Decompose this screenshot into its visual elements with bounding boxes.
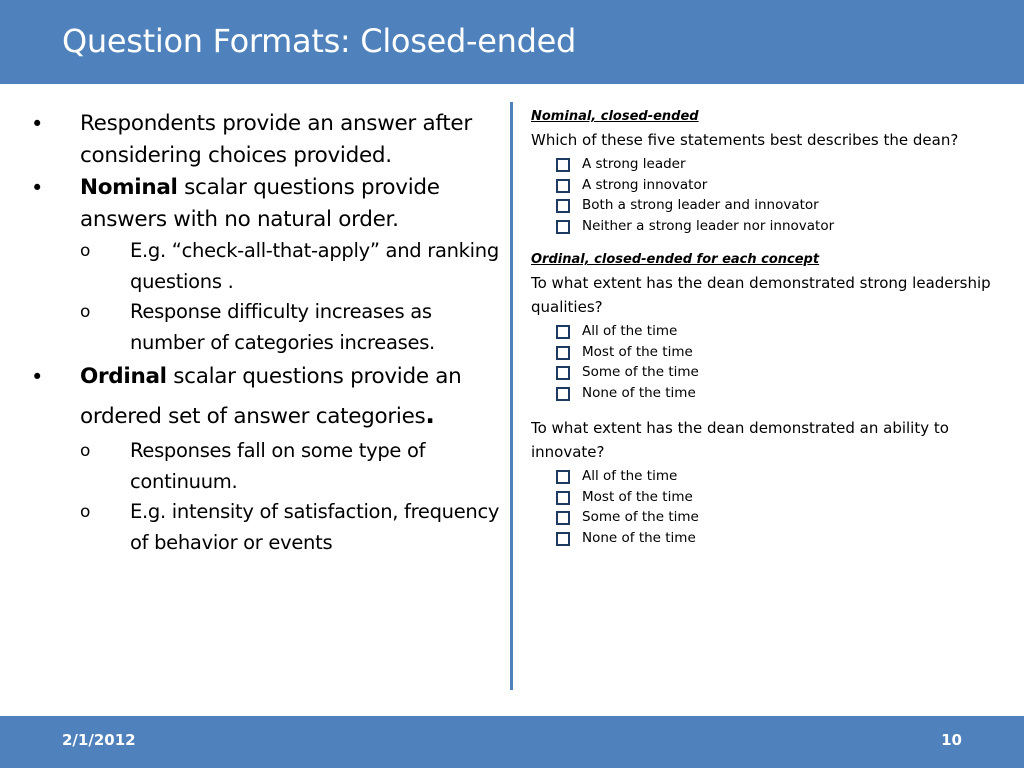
answer-option[interactable] — [531, 528, 1006, 549]
bullet-list — [0, 108, 505, 558]
option-label: Most of the time — [582, 343, 693, 360]
bullet-text: scalar questions provide answers with no natural order. — [80, 175, 440, 232]
ordinal-heading: Ordinal, closed-ended for each concept — [531, 252, 820, 267]
bullet-item — [0, 108, 505, 172]
option-label: None of the time — [582, 384, 696, 401]
answer-option[interactable] — [531, 321, 1006, 342]
slide-title: Question Formats: Closed-ended — [62, 22, 577, 60]
option-label: All of the time — [582, 468, 678, 484]
option-label: Some of the time — [582, 364, 699, 380]
footer-date: 2/1/2012 — [62, 731, 136, 749]
bullet-marker: • — [31, 176, 44, 200]
example-column — [531, 108, 1006, 548]
option-label: A strong leader — [582, 156, 686, 172]
bullet-marker: • — [31, 112, 44, 136]
checkbox-icon[interactable] — [556, 470, 570, 484]
option-label: A strong innovator — [582, 176, 708, 193]
bullet-text: scalar questions provide an ordered set of answer categories — [80, 364, 462, 429]
answer-option[interactable] — [531, 216, 1006, 237]
title-bar — [0, 0, 1024, 84]
sub-bullet-marker: o — [80, 502, 91, 522]
sub-bullet-text: E.g. “check-all-that-apply” and ranking questions . — [130, 239, 499, 293]
answer-option[interactable] — [531, 342, 1006, 363]
option-label: None of the time — [582, 529, 696, 546]
bullet-period: . — [425, 400, 435, 429]
sub-bullet-text: Response difficulty increases as number of categories increases. — [130, 300, 435, 354]
checkbox-icon[interactable] — [556, 199, 570, 213]
checkbox-icon[interactable] — [556, 158, 570, 172]
option-label: All of the time — [582, 323, 678, 339]
option-label: Most of the time — [582, 488, 693, 505]
option-label: Both a strong leader and innovator — [582, 197, 819, 213]
answer-option[interactable] — [531, 154, 1006, 175]
answer-option[interactable] — [531, 466, 1006, 487]
sub-bullet-item — [0, 497, 505, 558]
checkbox-icon[interactable] — [556, 511, 570, 525]
sub-bullet-item — [0, 436, 505, 497]
bullet-text: Respondents provide an answer after considering choices provided. — [80, 111, 472, 168]
page-number: 10 — [941, 731, 962, 749]
option-label: Neither a strong leader nor innovator — [582, 217, 835, 234]
sub-bullet-marker: o — [80, 302, 91, 322]
column-divider — [510, 102, 513, 690]
answer-option[interactable] — [531, 507, 1006, 528]
checkbox-icon[interactable] — [556, 366, 570, 380]
checkbox-icon[interactable] — [556, 220, 570, 234]
ordinal-options-2 — [531, 466, 1006, 548]
nominal-options — [531, 154, 1006, 236]
sub-bullet-item — [0, 236, 505, 297]
sub-bullet-text: Responses fall on some type of continuum. — [130, 439, 426, 493]
option-label: Some of the time — [582, 509, 699, 525]
checkbox-icon[interactable] — [556, 491, 570, 505]
bullet-item — [0, 358, 505, 436]
checkbox-icon[interactable] — [556, 325, 570, 339]
nominal-question: Which of these five statements best describes the dean? — [531, 131, 959, 149]
footer-bar — [0, 716, 1024, 768]
ordinal-question-2: To what extent has the dean demonstrated an ability to innovate? — [531, 419, 949, 461]
checkbox-icon[interactable] — [556, 179, 570, 193]
answer-option[interactable] — [531, 487, 1006, 508]
checkbox-icon[interactable] — [556, 532, 570, 546]
sub-bullet-marker: o — [80, 441, 91, 461]
sub-bullet-text: E.g. intensity of satisfaction, frequency of behavior or events — [130, 500, 500, 554]
bullet-marker: • — [31, 365, 44, 389]
sub-bullet-marker: o — [80, 241, 91, 261]
bullet-bold-term: Nominal — [80, 175, 178, 200]
sub-bullet-item — [0, 297, 505, 358]
answer-option[interactable] — [531, 383, 1006, 404]
ordinal-options-1 — [531, 321, 1006, 403]
nominal-heading: Nominal, closed-ended — [531, 109, 699, 124]
answer-option[interactable] — [531, 195, 1006, 216]
bullet-bold-term: Ordinal — [80, 364, 167, 389]
ordinal-question-1: To what extent has the dean demonstrated strong leadership qualities? — [531, 274, 991, 316]
checkbox-icon[interactable] — [556, 346, 570, 360]
answer-option[interactable] — [531, 362, 1006, 383]
bullet-item — [0, 172, 505, 236]
checkbox-icon[interactable] — [556, 387, 570, 401]
answer-option[interactable] — [531, 175, 1006, 196]
